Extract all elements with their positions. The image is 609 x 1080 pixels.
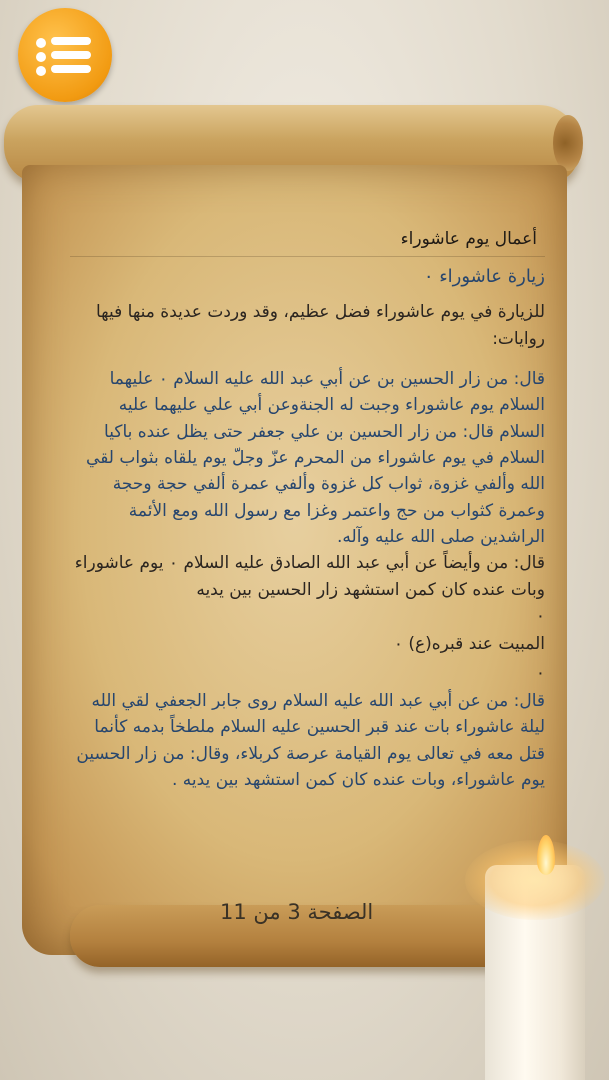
article-content: [70, 226, 545, 793]
section-subtitle: زيارة عاشوراء ٠: [423, 266, 545, 288]
bullet-empty-1: ٠: [535, 606, 545, 627]
hadith-paragraph-2: قال: من وأيضاً عن أبي عبد الله الصادق عليه السلام ٠ يوم عاشوراء وبات عنده كان كمن استشهد زار الحسين بين يديه: [74, 553, 545, 600]
page-title: أعمال يوم عاشوراء: [70, 226, 545, 257]
menu-list-icon: [36, 38, 46, 48]
candle-icon: [485, 865, 585, 1080]
hadith-paragraph-3: قال: من عن أبي عبد الله عليه السلام روى جابر الجعفي لقي الله ليلة عاشوراء بات عند قبر الحسين عليه السلام ملطخاً بدمه كأنما قتل معه في تعالى يوم القيامة عرصة كربلاء، وقال: من زار الحسين يوم عاشوراء، وبات عنده كان كمن استشهد بين يديه .: [76, 691, 545, 791]
intro-paragraph: للزيارة في يوم عاشوراء فضل عظيم، وقد وردت عديدة منها فيها روايات:: [95, 302, 545, 349]
bullet-empty-2: ٠: [535, 662, 545, 683]
hadith-paragraph-1: قال: من زار الحسين بن عن أبي عبد الله عليه السلام ٠ عليهما السلام يوم عاشوراء وجبت له الجنةوعن أبي علي عليهما عليه السلام قال: من زار الحسين بن علي جعفر حتى يظل عنده باكيا السلام في يوم عاشوراء من المحرم عزّ وجلّ يوم يلقاه بثواب لقي الله وألفي غزوة، ثواب كل غزوة وألفي عمرة ألفي حجة وحجة وعمرة كثواب من حج واعتمر وغزا مع رسول الله ومع الأئمة الراشدين صلى الله عليه وآله.: [86, 368, 545, 547]
page-indicator: الصفحة 3 من 11: [220, 900, 374, 924]
bullet-sleep: المبيت عند قبره(ع) ٠: [393, 634, 545, 655]
menu-button[interactable]: [18, 8, 112, 102]
